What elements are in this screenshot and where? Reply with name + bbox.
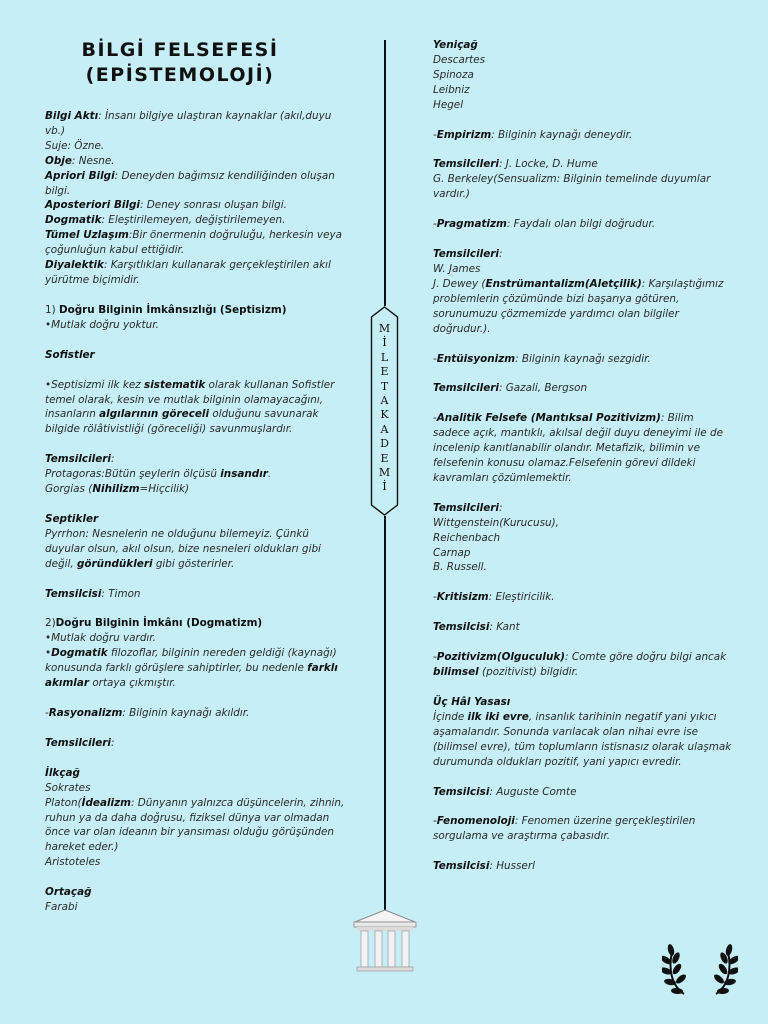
empirizm-representatives: Temsilcileri: J. Locke, D. Hume <box>433 158 598 171</box>
entuisyonizm-definition: -Entüisyonizm: Bilginin kaynağı sezgidir. <box>433 352 651 365</box>
left-column <box>45 109 345 915</box>
representative-farabi: Farabi <box>45 901 78 914</box>
representative-descartes: Descartes <box>433 53 486 66</box>
kritisizm-definition: -Kritisizm: Eleştiricilik. <box>433 591 555 604</box>
uc-hal-yasasi-heading: Üç Hâl Yasası <box>433 696 511 708</box>
representative-spinoza: Spinoza <box>433 68 474 81</box>
badge-letter: E <box>380 451 389 465</box>
badge-letter: K <box>380 408 389 422</box>
sofistler-heading: Sofistler <box>45 348 95 361</box>
sofistler-representatives-label: Temsilcileri: <box>45 453 115 466</box>
representative-reichenbach: Reichenbach <box>433 531 501 544</box>
septikler-representative: Temsilcisi: Timon <box>45 587 141 600</box>
pozitivizm-representative: Temsilcisi: Auguste Comte <box>433 785 577 798</box>
septikler-heading: Septikler <box>45 512 99 525</box>
title-line-1: BİLGİ FELSEFESİ <box>81 39 279 61</box>
definition-obje: Obje: Nesne. <box>45 154 115 167</box>
badge-letter: A <box>380 394 389 408</box>
fenomenoloji-representative: Temsilcisi: Husserl <box>433 860 535 873</box>
definition-suje: Suje: Özne. <box>45 139 105 152</box>
badge-letter: A <box>380 422 389 436</box>
uc-hal-yasasi-paragraph: İçinde ilk iki evre, insanlık tarihinin negatif yani yıkıcı aşamalarıdır. Sonunda varılacak olan nihai evre ise (bilimsel evre), tüm toplumların istisnasız olarak ulaşmak durumunda oldukları pozitif, yani yapıcı evredir. <box>433 710 732 768</box>
pozitivizm-definition: -Pozitivizm(Olguculuk): Comte göre doğru bilgi ancak bilimsel (pozitivist) bilgidir. <box>433 651 727 679</box>
definition-tumel-uzlasim: Tümel Uzlaşım:Bir önermenin doğruluğu, herkesin veya çoğunluğun kabul ettiğidir. <box>45 229 342 257</box>
dogmatizm-bullet-2: •Dogmatik filozoflar, bilginin nereden geldiği (kaynağı) konusunda farklı görüşlere sahiptirler, bu nedenle farklı akımlar ortaya çıkmıştır. <box>45 647 338 690</box>
representative-james: W. James <box>433 262 481 275</box>
title-line-2: (EPİSTEMOLOJİ) <box>85 64 275 86</box>
ortacag-heading: Ortaçağ <box>45 886 92 899</box>
badge-letter: D <box>380 437 389 451</box>
right-column <box>433 38 733 874</box>
kritisizm-representative: Temsilcisi: Kant <box>433 621 520 634</box>
empirizm-definition: -Empirizm: Bilginin kaynağı deneydir. <box>433 128 633 141</box>
section-septisizm-heading: 1) Doğru Bilginin İmkânsızlığı (Septisizm) <box>45 303 287 316</box>
definition-bilgi-akti: Bilgi Aktı: İnsanı bilgiye ulaştıran kaynaklar (akıl,duyu vb.) <box>45 110 332 137</box>
badge-letter: L <box>380 350 389 364</box>
septikler-paragraph: Pyrrhon: Nesnelerin ne olduğunu bilemeyiz. Çünkü duyular olsun, akıl olsun, bize nesneleri oldukları gibi değil, göründükleri gibi gösterirler. <box>45 527 321 570</box>
definition-apriori: Apriori Bilgi: Deneyden bağımsız kendiliğinden oluşan bilgi. <box>45 169 335 197</box>
representative-protagoras: Protagoras:Bütün şeylerin ölçüsü insandır. <box>45 468 272 481</box>
temple-icon <box>351 908 419 974</box>
badge-letter: İ <box>382 336 387 350</box>
representative-leibniz: Leibniz <box>433 83 470 96</box>
fenomenoloji-definition: -Fenomenoloji: Fenomen üzerine gerçekleştirilen sorgulama ve araştırma çabasıdır. <box>433 815 696 843</box>
section-dogmatizm-heading: 2)Doğru Bilginin İmkânı (Dogmatizm) <box>45 617 263 630</box>
timeline-badge-text <box>370 322 399 495</box>
badge-letter: T <box>380 379 389 393</box>
yenicag-heading: Yeniçağ <box>433 39 478 51</box>
sofistler-paragraph: •Septisizmi ilk kez sistematik olarak kullanan Sofistler temel olarak, kesin ve mutlak bilginin olamayacağını, insanların algılarının göreceli olduğunu savunarak bilgide rölâtivistliği (göreceliği) savunmuşlardır. <box>45 378 335 436</box>
representative-russell: B. Russell. <box>433 561 487 574</box>
page-title <box>60 38 300 88</box>
badge-letter: M <box>378 466 391 480</box>
pragmatizm-representatives-label: Temsilcileri: <box>433 248 503 261</box>
definition-dogmatik: Dogmatik: Eleştirilemeyen, değiştirilemeyen. <box>45 214 286 227</box>
timeline-axis-top <box>384 40 386 306</box>
definition-diyalektik: Diyalektik: Karşıtlıkları kullanarak gerçekleştirilen akıl yürütme biçimidir. <box>45 259 331 286</box>
representative-berkeley: G. Berkeley(Sensualizm: Bilginin temelinde duyumlar vardır.) <box>433 173 711 201</box>
timeline-axis-bottom <box>384 516 386 914</box>
representative-carnap: Carnap <box>433 546 471 559</box>
representative-dewey: J. Dewey (Enstrümantalizm(Aletçilik): Karşılaştığımız problemlerin çözümünde bizi başarıya götüren, sorunumuzu çözmemizde yardımcı olan bilgiler doğrudur.). <box>433 277 724 335</box>
dogmatizm-bullet-1: •Mutlak doğru vardır. <box>45 632 156 645</box>
badge-letter: M <box>378 322 391 335</box>
septisizm-bullet: •Mutlak doğru yoktur. <box>45 318 159 331</box>
badge-letter: İ <box>382 480 387 494</box>
badge-letter: E <box>380 365 389 379</box>
analitik-felsefe-definition: -Analitik Felsefe (Mantıksal Pozitivizm): Bilim sadece açık, mantıklı, akılsal değil duyu deneyimi ile de incelenip kanıtlanabilir olandır. Metafizik, bilimin ve felsefenin konusu olamaz.Felsefenin görevi dildeki kavramları çözümlemektir. <box>433 412 723 484</box>
analitik-representatives-label: Temsilcileri: <box>433 501 503 514</box>
definition-aposteriori: Aposteriori Bilgi: Deney sonrası oluşan bilgi. <box>45 199 287 212</box>
representative-gorgias: Gorgias (Nihilizm=Hiçcilik) <box>45 483 190 496</box>
representative-hegel: Hegel <box>433 98 464 111</box>
representative-wittgenstein: Wittgenstein(Kurucusu), <box>433 516 559 529</box>
ilkcag-heading: İlkçağ <box>45 766 80 779</box>
representative-platon: Platon(İdealizm: Dünyanın yalnızca düşüncelerin, zihnin, ruhun ya da daha doğrusu, fiziksel dünya var olmadan önce var olan ideanın bir yansıması olduğu görüşünden hareket eder.) <box>45 796 345 854</box>
representative-aristoteles: Aristoteles <box>45 856 101 869</box>
rasyonalizm-representatives-label: Temsilcileri: <box>45 736 115 749</box>
pragmatizm-definition: -Pragmatizm: Faydalı olan bilgi doğrudur. <box>433 218 656 231</box>
representative-sokrates: Sokrates <box>45 781 91 794</box>
rasyonalizm-definition: -Rasyonalizm: Bilginin kaynağı akıldır. <box>45 707 250 719</box>
laurel-wreath-icon <box>662 938 738 998</box>
entuisyonizm-representatives: Temsilcileri: Gazali, Bergson <box>433 382 588 395</box>
